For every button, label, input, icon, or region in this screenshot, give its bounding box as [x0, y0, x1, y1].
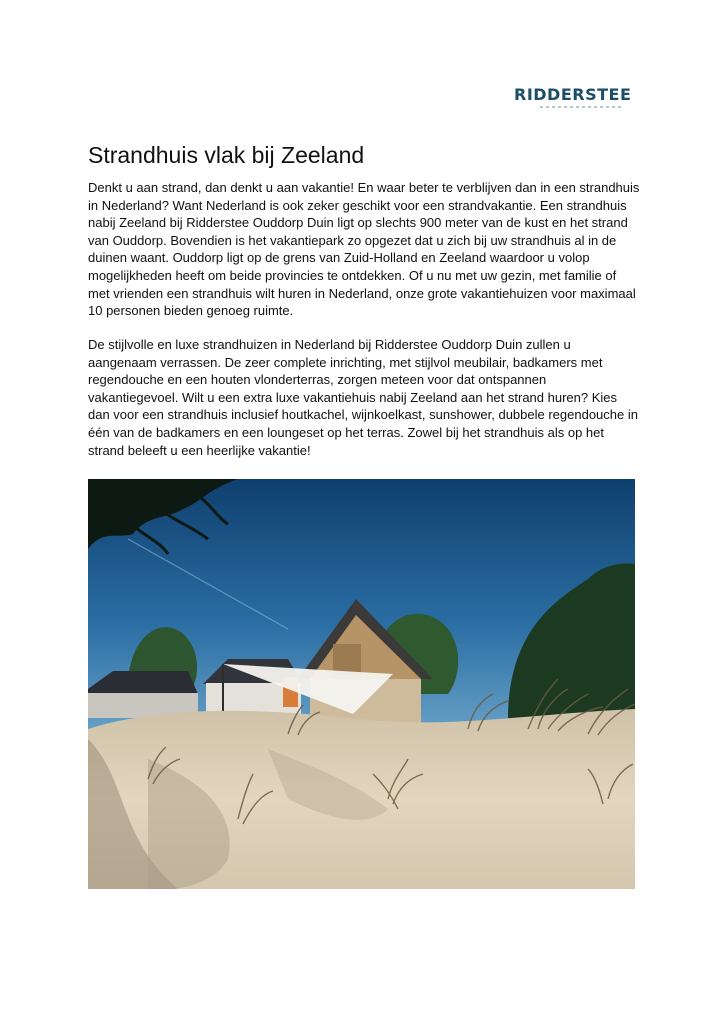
ridderstee-logo: [514, 85, 634, 115]
paragraph-intro: Denkt u aan strand, dan denkt u aan vakantie! En waar beter te verblijven dan in een strandhuis in Nederland? Want Nederland is ook zeker geschikt voor een strandvakantie. Een strandhuis nabij Zeeland bij Ridderstee Ouddorp Duin ligt op slechts 900 meter van de kust en het strand van Ouddorp. Bovendien is het vakantiepark zo opgezet dat u zich bij uw strandhuis al in de duinen waant. Ouddorp ligt op de grens van Zuid-Holland en Zeeland waardoor u volop mogelijkheden heeft om beide provincies te ontdekken. Of u nu met uw gezin, met familie of met vrienden een strandhuis wilt huren in Nederland, onze grote vakantiehuizen voor maximaal 10 personen bieden genoeg ruimte.: [88, 180, 640, 319]
page-title: Strandhuis vlak bij Zeeland: [88, 142, 365, 168]
logo-wordmark: RIDDERSTEE: [514, 85, 632, 104]
paragraph-details: De stijlvolle en luxe strandhuizen in Nederland bij Ridderstee Ouddorp Duin zullen u aangenaam verrassen. De zeer complete inrichting, met stijlvol meubilair, badkamers met regendouche en een houten vlonderterras, zorgen meteen voor dat ontspannen vakantiegevoel. Wilt u een extra luxe vakantiehuis nabij Zeeland aan het strand huren? Kies dan voor een strandhuis inclusief houtkachel, wijnkoelkast, sunshower, dubbele regendouche in één van de badkamers en een loungeset op het terras. Zowel bij het strandhuis als op het strand beleeft u een heerlijke vakantie!: [88, 337, 638, 458]
beach-house-photo: [88, 479, 635, 889]
logo-tagline-decoration: [540, 106, 622, 108]
